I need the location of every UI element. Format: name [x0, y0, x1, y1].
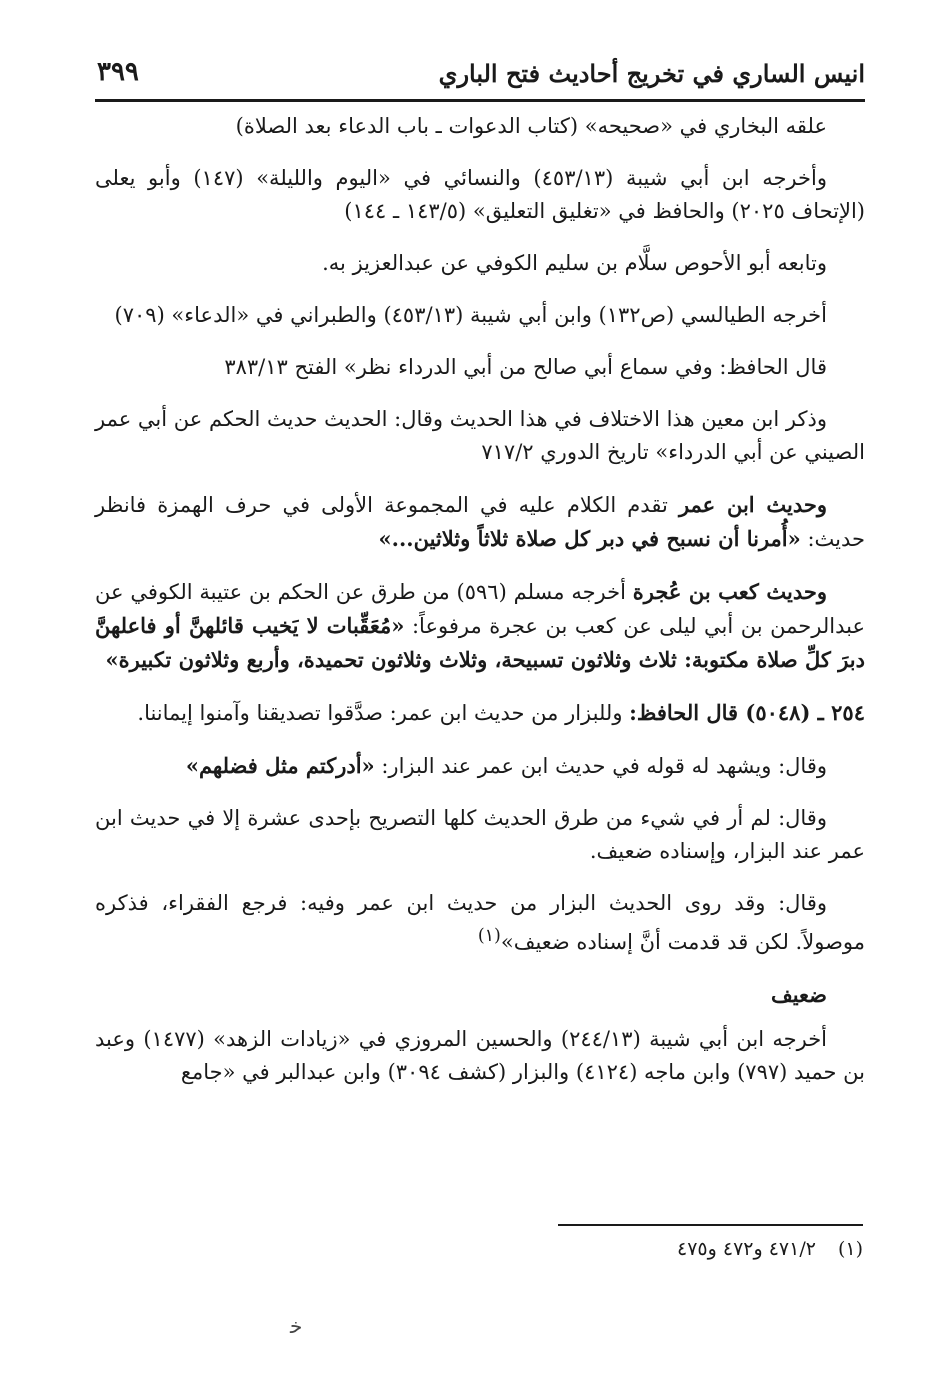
paragraph-ibn-umar	[95, 488, 865, 556]
paragraph-kaab	[95, 575, 865, 677]
paragraph	[95, 887, 865, 959]
page-number: ٣٩٩	[97, 57, 139, 87]
footnote-number: (١)	[837, 1238, 863, 1260]
header-rule	[95, 99, 865, 102]
paragraph-text: وقال: وقد روى الحديث البزار من حديث ابن عمر وفيه: فرجع الفقراء، فذكره موصولاً. لكن قد قدمت أنَّ إسناده ضعيف»	[95, 891, 865, 954]
book-title: انيس الساري في تخريج أحاديث فتح الباري	[438, 59, 865, 88]
footnote	[95, 1238, 863, 1260]
paragraph: وقال: لم أر في شيء من طرق الحديث كلها التصريح بإحدى عشرة إلا في حديث ابن عمر عند البزار، وإسناده ضعيف.	[95, 806, 865, 863]
grading-heading: ضعيف	[770, 982, 827, 1007]
paragraph	[95, 749, 865, 783]
hadith-lead: وحديث ابن عمر	[678, 492, 827, 517]
paragraph: علقه البخاري في «صحيحه» (كتاب الدعوات ـ باب الدعاء بعد الصلاة)	[235, 114, 827, 138]
hadith-lead: وحديث كعب بن عُجرة	[632, 579, 827, 604]
paragraph-text: وقال: ويشهد له قوله في حديث ابن عمر عند البزار:	[374, 754, 827, 778]
paragraph: أخرجه ابن أبي شيبة (٢٤٤/١٣) والحسين المروزي في «زيادات الزهد» (١٤٧٧) وعبد بن حميد (٧٩٧) وابن ماجه (٤١٢٤) والبزار (كشف ٣٠٩٤) وابن عبدالبر في «جامع	[95, 1027, 865, 1084]
paragraph: وأخرجه ابن أبي شيبة (٤٥٣/١٣) والنسائي في «اليوم والليلة» (١٤٧) وأبو يعلى (الإتحاف ٢٠٢٥) والحافظ في «تغليق التعليق» (١٤٣/٥ ـ ١٤٤)	[95, 166, 865, 223]
hadith-quote: «أُمرنا أن نسبح في دبر كل صلاة ثلاثاً وثلاثين...»	[378, 526, 801, 551]
paragraph-text: وللبزار من حديث ابن عمر: صدَّقوا تصديقنا وآمنوا إيماننا.	[137, 701, 630, 725]
paragraph-text: تقدم الكلام عليه في المجموعة الأولى في حرف الهمزة فانظر حديث:	[95, 493, 865, 551]
bottom-mark: ﺧ	[290, 1314, 303, 1338]
footnote-text: ٤٧١/٢ و٤٧٢ و٤٧٥	[677, 1238, 816, 1260]
entry-254	[95, 696, 865, 730]
paragraph: وتابعه أبو الأحوص سلَّام بن سليم الكوفي عن عبدالعزيز به.	[322, 251, 827, 275]
paragraph: وذكر ابن معين هذا الاختلاف في هذا الحديث وقال: الحديث حديث الحكم عن أبي عمر الصيني عن أبي الدرداء» تاريخ الدوري ٧١٧/٢	[95, 407, 865, 464]
hadith-quote: «مُعَقِّبات لا يَخيب قائلهنَّ أو فاعلهنَّ دبرَ كلِّ صلاة مكتوبة: ثلاث وثلاثون تسبيحة، وثلاث وثلاثون تحميدة، وأربع وثلاثون تكبيرة»	[95, 613, 865, 672]
footnote-rule	[558, 1224, 863, 1226]
paragraph: قال الحافظ: وفي سماع أبي صالح من أبي الدرداء نظر» الفتح ٣٨٣/١٣	[224, 355, 827, 379]
entry-number: ٢٥٤ ـ (٥٠٤٨) قال الحافظ:	[629, 700, 865, 725]
running-header	[95, 55, 865, 99]
main-text	[95, 110, 865, 1108]
paragraph: أخرجه الطيالسي (ص١٣٢) وابن أبي شيبة (٤٥٣/١٣) والطبراني في «الدعاء» (٧٠٩)	[114, 303, 827, 327]
paragraph-text: أخرجه مسلم (٥٩٦) من طرق عن الحكم بن عتيبة الكوفي عن عبدالرحمن بن أبي ليلى عن كعب بن عجرة مرفوعاً:	[95, 580, 865, 638]
hadith-quote: «أدركتم مثل فضلهم»	[185, 753, 375, 778]
footnote-marker: (١)	[477, 926, 501, 946]
